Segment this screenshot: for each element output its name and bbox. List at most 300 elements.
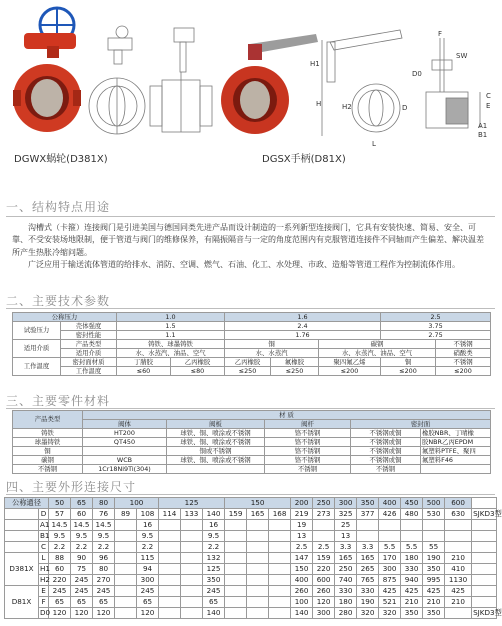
dim-cell <box>247 597 269 608</box>
dim-cell: 115 <box>137 553 159 564</box>
table-row <box>13 349 491 358</box>
dim-cell <box>5 520 39 531</box>
dim-cell <box>159 542 181 553</box>
dim-cell <box>159 608 181 619</box>
dim-cell <box>247 520 269 531</box>
dim-cell: 60 <box>71 509 93 520</box>
dim-cell <box>269 564 291 575</box>
dim-cell: 300 <box>313 608 335 619</box>
dim-cell <box>313 531 335 542</box>
dim-cell: 273 <box>313 509 335 520</box>
seal-note: 氟塑料PTFE、聚四 <box>421 447 491 456</box>
seal-note: 氟塑料F46 <box>421 456 491 465</box>
label-h: H <box>316 100 322 108</box>
dim-cell: 3.3 <box>357 542 379 553</box>
type-corner: 产品类型 <box>13 411 83 429</box>
dim-cell: 265 <box>357 564 379 575</box>
dim-cell: 147 <box>291 553 313 564</box>
materials-table <box>12 410 491 474</box>
dim-cell: 75 <box>71 564 93 575</box>
dim-cell <box>5 531 39 542</box>
dim-cell: 114 <box>159 509 181 520</box>
dim-cell <box>247 553 269 564</box>
media-4: 硝酸类 <box>436 349 491 358</box>
dim-cell <box>225 520 247 531</box>
type-cell: 碳钢 <box>13 456 83 465</box>
dim-cell <box>423 531 445 542</box>
dim-cell: 300 <box>335 498 357 509</box>
label-b1: B1 <box>478 131 488 139</box>
table-row <box>13 456 491 465</box>
dim-cell: 740 <box>335 575 357 586</box>
dim-cell <box>247 586 269 597</box>
dim-cell: 100 <box>291 597 313 608</box>
dim-cell: A1 <box>40 520 50 530</box>
dim-cell: 630 <box>445 509 472 520</box>
dim-cell: 425 <box>401 586 423 597</box>
caption-handle: DGSX手柄(D81X) <box>262 154 346 165</box>
dim-cell <box>313 520 335 531</box>
table-row <box>13 438 491 447</box>
dim-cell <box>472 520 497 531</box>
dim-cell: 80 <box>93 564 115 575</box>
dim-cell: 16 <box>203 520 225 531</box>
dim-cell <box>5 509 39 520</box>
test-pressure-label: 试验压力 <box>13 322 61 340</box>
dim-cell: 96 <box>93 553 115 564</box>
label-l: L <box>372 140 376 148</box>
dim-cell <box>247 608 269 619</box>
dim-cell: D81X <box>5 586 39 619</box>
dim-cell: E <box>39 586 49 597</box>
label-sw: SW <box>456 52 468 60</box>
dim-cell: 13 <box>291 531 313 542</box>
section2-title: 二、主要技术参数 <box>6 294 111 308</box>
seat-4: 氟橡胶 <box>271 358 319 367</box>
dim-cell: B1 <box>40 531 50 541</box>
temp-3: ≤250 <box>225 367 271 376</box>
dim-cell: 260 <box>291 586 313 597</box>
dim-cell: 9.5 <box>93 531 115 542</box>
dim-cell: 425 <box>423 586 445 597</box>
dim-cell: 132 <box>203 553 225 564</box>
stem-cell: 铬不锈钢 <box>265 447 351 456</box>
table-row <box>13 447 491 456</box>
dim-cell <box>269 520 291 531</box>
dim-cell: 公称通径 <box>5 498 49 509</box>
dim-cell <box>269 597 291 608</box>
seal-cell: 不锈钢 <box>351 465 421 474</box>
dim-cell <box>181 575 203 586</box>
dim-cell: 50 <box>49 498 71 509</box>
dim-cell <box>115 531 137 542</box>
body-cell <box>83 447 167 456</box>
shell-1: 1.5 <box>117 322 225 331</box>
dim-cell: 140 <box>203 608 225 619</box>
label-c: C <box>486 92 491 100</box>
label-d: D <box>402 104 408 112</box>
dim-cell: 995 <box>423 575 445 586</box>
handle-valve-drawing <box>322 30 402 136</box>
caption-worm-gear: DGWX蜗轮(D381X) <box>14 154 108 165</box>
dim-cell: 140 <box>203 509 225 520</box>
dim-cell: 940 <box>401 575 423 586</box>
seal-cell: 不锈钢或铜 <box>351 456 421 465</box>
dim-cell: 65 <box>137 597 159 608</box>
table-row <box>5 542 497 553</box>
section1-title: 一、结构特点用途 <box>6 200 111 214</box>
dim-cell <box>225 608 247 619</box>
dim-cell: 280 <box>335 608 357 619</box>
section4-title: 四、主要外形连接尺寸 <box>6 480 137 494</box>
seat-label: 密封面材质 <box>61 358 117 367</box>
dim-cell <box>247 564 269 575</box>
worm-gear-side-drawing <box>150 28 212 132</box>
dim-cell <box>269 553 291 564</box>
dim-cell: 250 <box>335 564 357 575</box>
section1-paragraph1: 沟槽式（卡箍）连接阀门是引进美国与德国同类先进产品而设计制造的一系列新型连接阀门，它具有安装快速、简易、安全、可靠、不受安装场地限制，便于管道与阀门的维修保养，有隔振隔音与一定的角度范围内有克服管道连接件不同轴而产生偏差、解决温差所产生热胀冷缩问题。 <box>12 223 484 257</box>
dim-cell: H1 <box>40 564 50 574</box>
dim-cell: 210 <box>445 553 472 564</box>
dim-cell: 270 <box>93 575 115 586</box>
dim-cell <box>225 531 247 542</box>
stem-cell: 铬不锈钢 <box>265 456 351 465</box>
worm-gear-drawing <box>89 26 145 134</box>
dim-cell <box>181 520 203 531</box>
temp-7: ≤200 <box>436 367 491 376</box>
plate-cell: 铜或不锈钢 <box>167 447 265 456</box>
dim-cell: 300 <box>379 564 401 575</box>
dim-cell: 480 <box>401 509 423 520</box>
dim-cell: 330 <box>357 586 379 597</box>
type-cell: 不锈钢 <box>13 465 83 474</box>
shell-label: 壳体强度 <box>61 322 117 331</box>
dim-cell: 350 <box>423 608 445 619</box>
section2-rule <box>6 308 495 309</box>
dim-cell <box>423 520 445 531</box>
dim-cell: 325 <box>335 509 357 520</box>
material-3: 碳钢 <box>319 340 436 349</box>
dim-cell: 165 <box>335 553 357 564</box>
dim-cell: 377 <box>357 509 379 520</box>
media-3: 水、水蒸汽、油品、空气 <box>319 349 436 358</box>
dim-cell <box>472 586 497 597</box>
dim-cell: D381X <box>5 553 39 586</box>
dim-cell: 76 <box>93 509 115 520</box>
seal-cell: 不锈钢或铜 <box>351 438 421 447</box>
dim-cell: 350 <box>203 575 225 586</box>
dim-cell: 90 <box>71 553 93 564</box>
seal-3: 2.75 <box>381 331 491 340</box>
dim-cell <box>269 586 291 597</box>
dim-cell: 25 <box>335 520 357 531</box>
col-stem: 阀杆 <box>265 420 351 429</box>
table-row <box>5 575 497 586</box>
seat-1: 丁腈胶 <box>117 358 171 367</box>
seat-6: 铜 <box>381 358 436 367</box>
section4-rule <box>6 494 495 495</box>
dim-cell: 180 <box>401 553 423 564</box>
shell-3: 3.75 <box>381 322 491 331</box>
dim-cell <box>357 520 379 531</box>
dim-cell: 425 <box>379 586 401 597</box>
seal-2: 1.76 <box>225 331 381 340</box>
table-row <box>5 586 497 597</box>
dim-cell: D0 <box>40 608 51 618</box>
material-4: 不锈钢 <box>436 340 491 349</box>
dim-cell <box>181 542 203 553</box>
section-drawing <box>426 38 480 128</box>
table-row <box>5 509 497 520</box>
temp-1: ≤60 <box>117 367 171 376</box>
dim-cell: 168 <box>269 509 291 520</box>
dim-cell <box>445 542 472 553</box>
dim-cell: 88 <box>49 553 71 564</box>
stem-cell: 不锈钢 <box>265 465 351 474</box>
dim-cell: 9.5 <box>49 531 71 542</box>
dim-cell: 65 <box>71 498 93 509</box>
dim-cell: 530 <box>423 509 445 520</box>
table-row <box>13 322 491 331</box>
table-row <box>13 358 491 367</box>
table-row <box>5 608 497 619</box>
dim-cell: 300 <box>137 575 159 586</box>
temp-2: ≤80 <box>171 367 225 376</box>
col-seal: 密封面 <box>351 420 491 429</box>
dim-cell: 19 <box>291 520 313 531</box>
dimensions-table <box>4 497 502 619</box>
dim-cell: H2 <box>40 575 50 585</box>
dim-cell <box>472 498 497 509</box>
dim-cell <box>181 608 203 619</box>
dim-cell: 245 <box>203 586 225 597</box>
dim-cell: 2.5 <box>313 542 335 553</box>
plate-cell: 球铁、铜、喷涂或不锈钢 <box>167 438 265 447</box>
shell-2: 2.4 <box>225 322 381 331</box>
dim-cell: 2.2 <box>137 542 159 553</box>
dim-cell: 2.5 <box>291 542 313 553</box>
dim-cell <box>472 553 497 564</box>
dim-cell: 210 <box>401 597 423 608</box>
dim-cell <box>181 597 203 608</box>
dim-cell: 125 <box>159 498 225 509</box>
dim-cell <box>115 564 137 575</box>
dim-cell: 245 <box>71 575 93 586</box>
section1-rule <box>6 216 495 217</box>
dim-cell <box>225 575 247 586</box>
section3-title: 三、主要零件材料 <box>6 394 111 408</box>
dim-cell: 150 <box>291 564 313 575</box>
dim-cell: 190 <box>357 597 379 608</box>
pressure-1: 1.0 <box>117 313 225 322</box>
dim-cell: 150 <box>225 498 291 509</box>
label-a1: A1 <box>478 122 488 130</box>
dim-cell: 765 <box>357 575 379 586</box>
dim-cell: L <box>39 553 49 564</box>
temp-6: ≤200 <box>381 367 436 376</box>
dim-cell <box>159 553 181 564</box>
type-cell: 铜 <box>13 447 83 456</box>
table-row <box>5 498 497 509</box>
dim-cell: 120 <box>137 608 159 619</box>
dim-cell: 2.2 <box>71 542 93 553</box>
table-row <box>13 331 491 340</box>
dim-cell <box>159 564 181 575</box>
dim-cell: 410 <box>445 564 472 575</box>
dim-cell <box>181 553 203 564</box>
dim-cell <box>247 531 269 542</box>
dim-cell: 57 <box>49 509 71 520</box>
dim-cell <box>225 586 247 597</box>
dim-cell: 2.2 <box>93 542 115 553</box>
worm-gear-valve-image <box>13 8 81 132</box>
dim-cell: 9.5 <box>203 531 225 542</box>
dim-cell <box>181 586 203 597</box>
table-row <box>5 520 497 531</box>
table-row <box>13 420 491 429</box>
dim-cell <box>379 520 401 531</box>
dim-cell: 2.2 <box>203 542 225 553</box>
media-1: 水、水蒸汽、油品、空气 <box>117 349 225 358</box>
dim-cell: 170 <box>379 553 401 564</box>
dim-cell: 16 <box>137 520 159 531</box>
dim-cell: 200 <box>291 498 313 509</box>
temp-5: ≤200 <box>319 367 381 376</box>
pressure-2: 1.6 <box>225 313 381 322</box>
dim-cell: 120 <box>313 597 335 608</box>
temp-4: ≤250 <box>271 367 319 376</box>
dim-cell: 210 <box>423 597 445 608</box>
dim-cell: 65 <box>203 597 225 608</box>
dim-cell <box>159 575 181 586</box>
dim-cell <box>5 542 39 553</box>
dim-cell <box>225 564 247 575</box>
section3-rule <box>6 408 495 409</box>
dim-cell: 3.3 <box>335 542 357 553</box>
dim-cell: 245 <box>137 586 159 597</box>
section1-paragraph2: 广泛应用于输送流体管道的给排水、消防、空调、燃气、石油、化工、水处理、市政、造船等管道工程作为控制流体作用。 <box>28 260 460 269</box>
table-row <box>13 367 491 376</box>
dim-cell <box>401 531 423 542</box>
dim-cell: 165 <box>247 509 269 520</box>
dim-cell: 60 <box>49 564 71 575</box>
dim-cell: 500 <box>423 498 445 509</box>
seal-cell: 不锈钢或铜 <box>351 429 421 438</box>
dim-cell <box>181 564 203 575</box>
dim-cell: 210 <box>445 597 472 608</box>
body-cell: QT450 <box>83 438 167 447</box>
medium-sub: 适用介质 <box>61 349 117 358</box>
plate-cell: 球铁、铜、喷涂或不锈钢 <box>167 429 265 438</box>
dim-cell: 133 <box>181 509 203 520</box>
dim-cell: 65 <box>71 597 93 608</box>
plate-cell: 球铁、铜、喷涂或不锈钢 <box>167 456 265 465</box>
dim-cell <box>445 520 472 531</box>
dim-cell: 120 <box>49 608 71 619</box>
dim-cell: 159 <box>225 509 247 520</box>
dim-cell <box>115 553 137 564</box>
dim-cell: 9.5 <box>137 531 159 542</box>
dim-cell: 180 <box>335 597 357 608</box>
dim-cell <box>181 531 203 542</box>
table-row <box>13 340 491 349</box>
dim-cell: 2.2 <box>49 542 71 553</box>
dim-cell: SJKD3型 <box>473 608 502 618</box>
dim-cell <box>472 564 497 575</box>
table-row <box>13 313 491 322</box>
handle-valve-image <box>221 34 318 134</box>
table-row <box>5 564 497 575</box>
dim-cell <box>247 542 269 553</box>
dim-cell <box>269 542 291 553</box>
dim-cell: 13 <box>335 531 357 542</box>
label-e: E <box>486 102 491 110</box>
dim-cell <box>472 575 497 586</box>
dim-cell: 80 <box>93 498 115 509</box>
dim-cell: 320 <box>379 608 401 619</box>
label-h1: H1 <box>310 60 320 68</box>
temp-sub: 工作温度 <box>61 367 117 376</box>
seal-label: 密封性能 <box>61 331 117 340</box>
dim-cell: 5.5 <box>401 542 423 553</box>
dim-cell: 260 <box>313 586 335 597</box>
table-row <box>5 553 497 564</box>
dim-cell: 5.5 <box>379 542 401 553</box>
material-label: 产品类型 <box>61 340 117 349</box>
dim-cell: 120 <box>71 608 93 619</box>
col-body: 阀体 <box>83 420 167 429</box>
dim-cell: 220 <box>313 564 335 575</box>
dim-cell: 220 <box>49 575 71 586</box>
dim-cell: 14.5 <box>49 520 71 531</box>
dim-cell <box>472 531 497 542</box>
dim-cell: 600 <box>445 498 472 509</box>
dim-cell: 600 <box>313 575 335 586</box>
dim-cell <box>225 542 247 553</box>
pressure-3: 2.5 <box>381 313 491 322</box>
table-row <box>13 465 491 474</box>
dim-cell: 14.5 <box>71 520 93 531</box>
body-cell: 1Cr18Ni9Ti(304) <box>83 465 167 474</box>
dim-cell: 165 <box>357 553 379 564</box>
dim-cell <box>115 597 137 608</box>
table-row <box>5 531 497 542</box>
dim-cell: 140 <box>291 608 313 619</box>
dim-cell: 350 <box>423 564 445 575</box>
product-illustrations <box>0 0 501 170</box>
material-title: 材 质 <box>83 411 491 420</box>
dim-cell: 330 <box>335 586 357 597</box>
dim-cell <box>445 608 472 619</box>
dim-cell: 245 <box>93 586 115 597</box>
dim-cell <box>115 542 137 553</box>
dim-cell <box>472 542 497 553</box>
seat-5: 聚四氟乙烯 <box>319 358 381 367</box>
dim-cell: 14.5 <box>93 520 115 531</box>
dim-cell: 120 <box>93 608 115 619</box>
dim-cell <box>472 597 497 608</box>
pressure-label: 公称压力 <box>13 313 117 322</box>
dim-cell: 159 <box>313 553 335 564</box>
label-h2: H2 <box>342 103 352 111</box>
dim-cell <box>401 520 423 531</box>
seal-cell: 不锈钢或铜 <box>351 447 421 456</box>
material-2: 铜 <box>225 340 319 349</box>
dim-cell: 425 <box>445 586 472 597</box>
seat-7: 不锈钢 <box>436 358 491 367</box>
seal-1: 1.1 <box>117 331 225 340</box>
dim-cell: 125 <box>203 564 225 575</box>
